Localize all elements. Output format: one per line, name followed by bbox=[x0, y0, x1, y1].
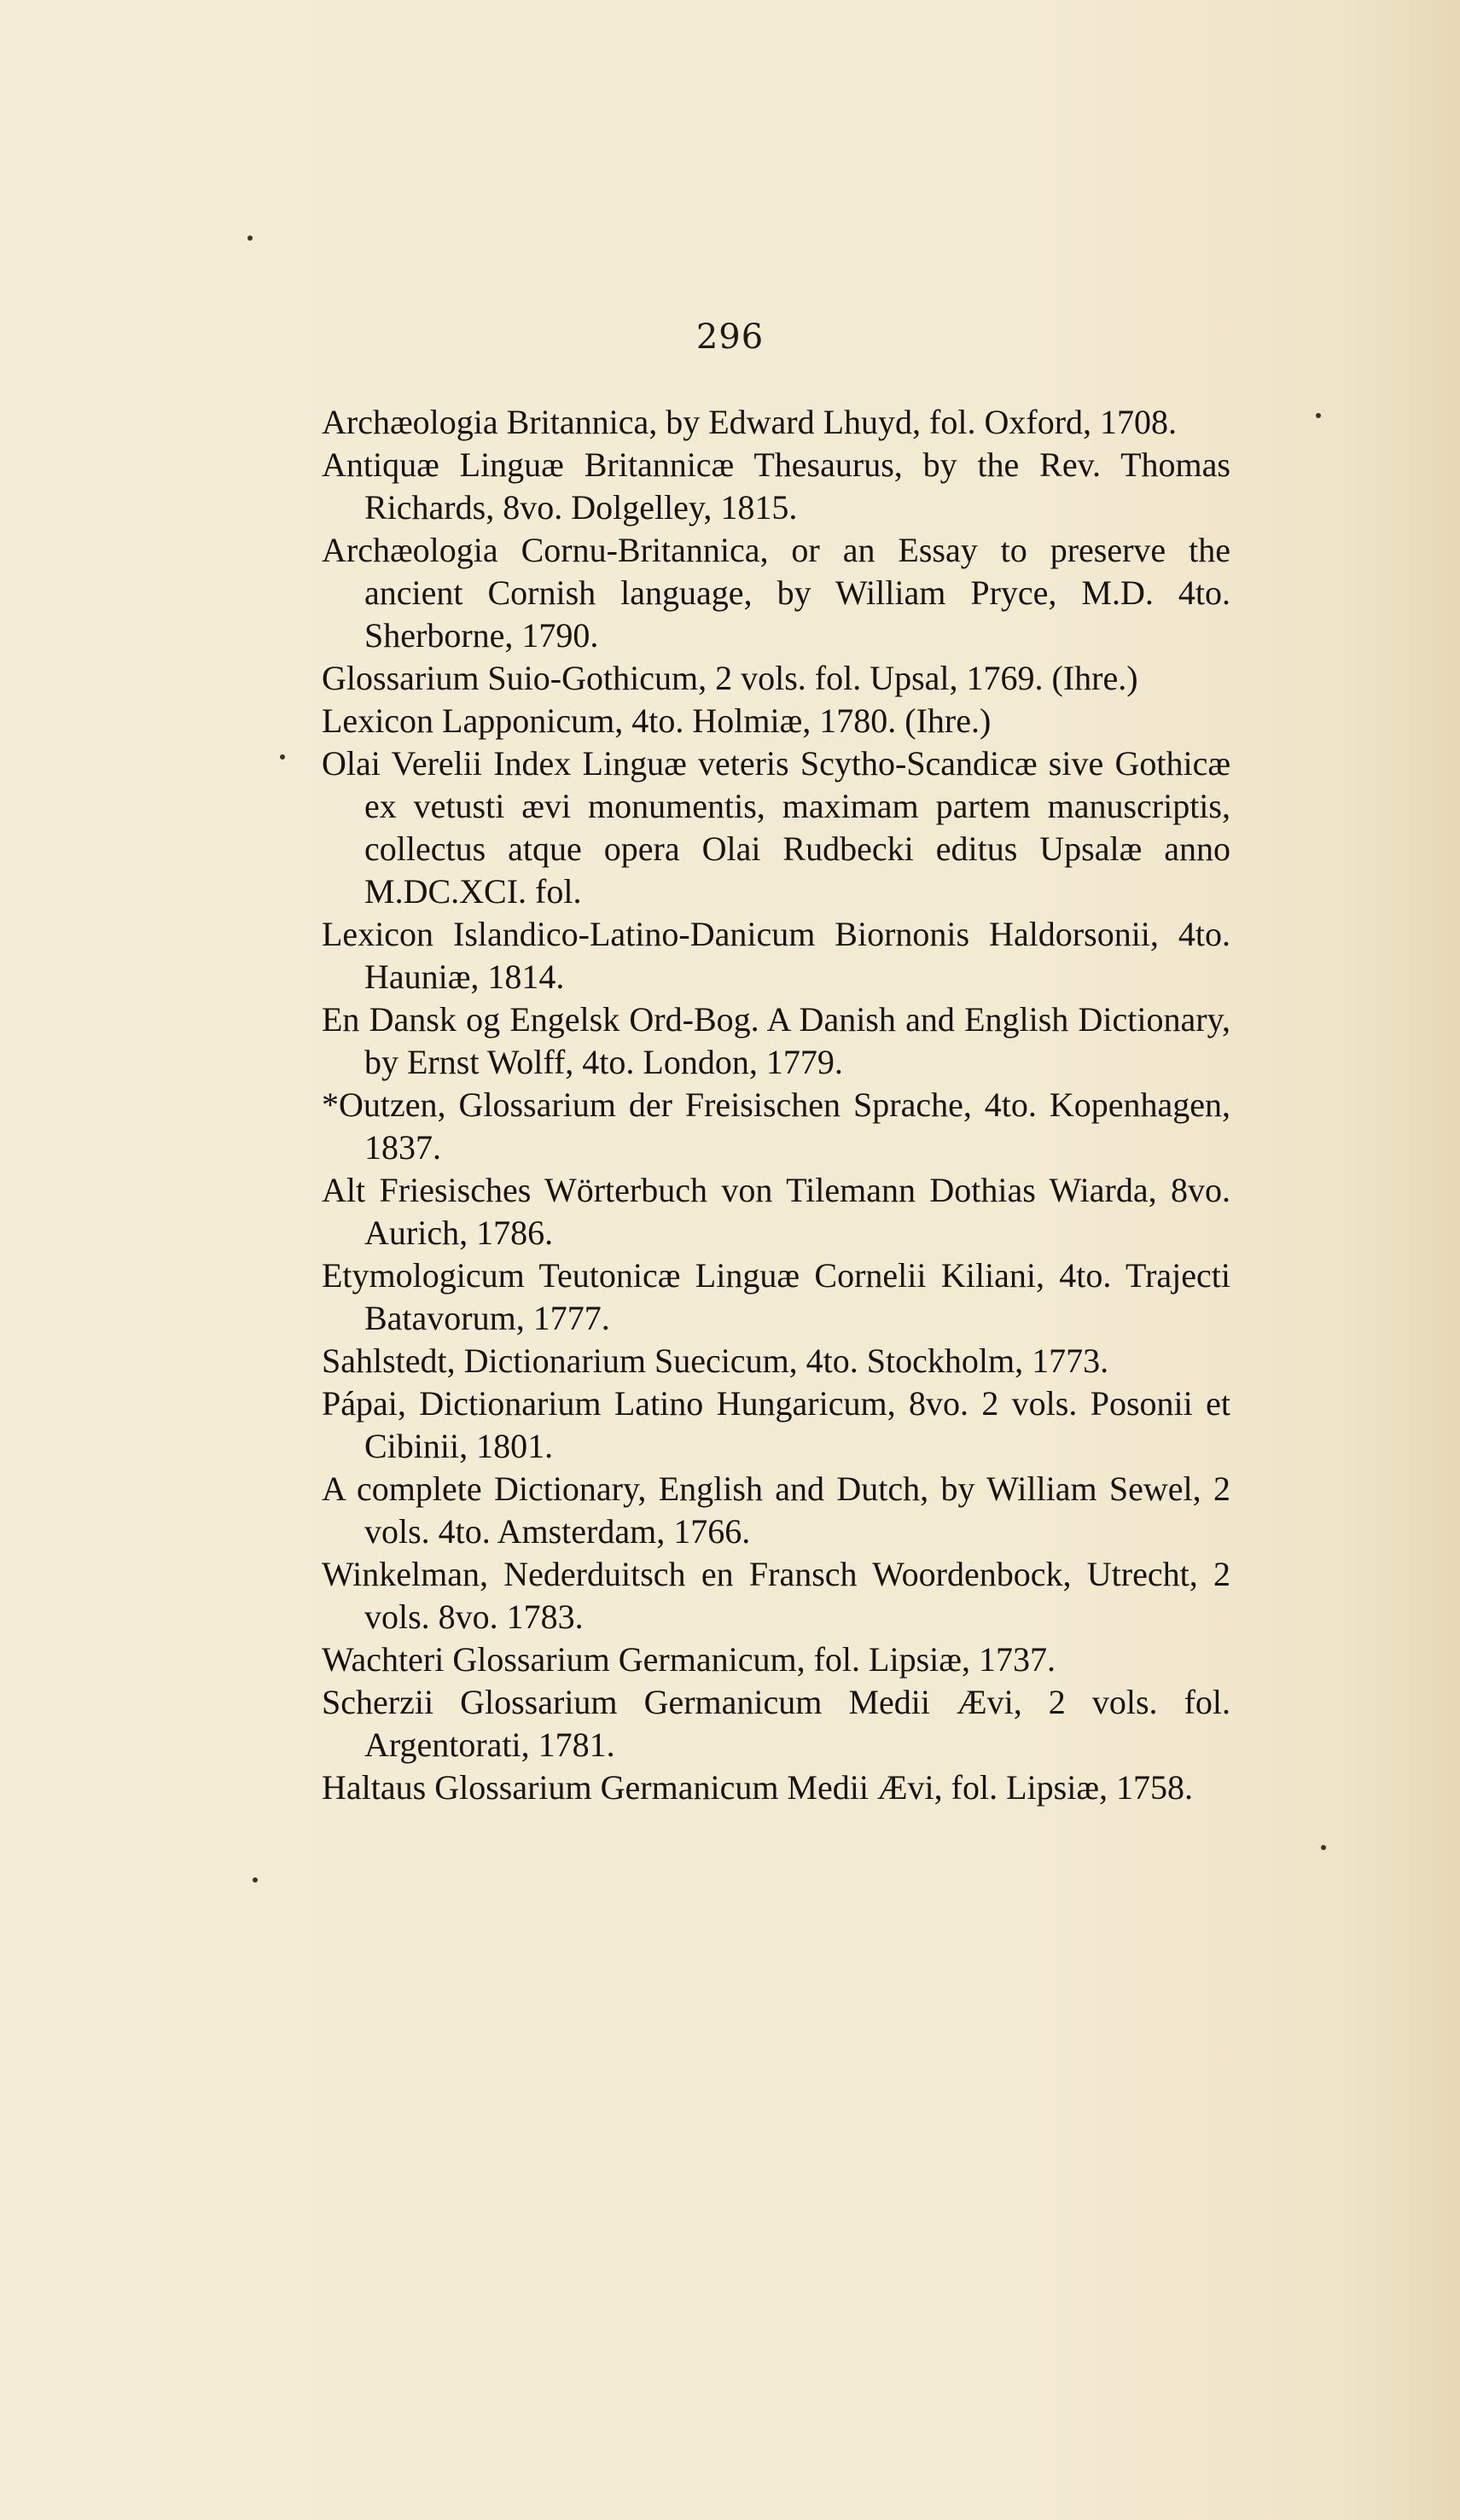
bibliography-entry: Lexicon Islandico-Latino-Danicum Biornonis Haldorsonii, 4to. Hauniæ, 1814. bbox=[322, 915, 1230, 996]
bibliography-entry: Archæologia Britannica, by Edward Lhuyd, fol. Oxford, 1708. bbox=[322, 403, 1178, 441]
bibliography-entry: Wachteri Glossarium Germanicum, fol. Lipsiæ, 1737. bbox=[322, 1640, 1056, 1679]
paper-speck bbox=[280, 754, 285, 759]
page-number: 296 bbox=[695, 317, 765, 357]
bibliography-entry: Alt Friesisches Wörterbuch von Tilemann Dothias Wiarda, 8vo. Aurich, 1786. bbox=[322, 1171, 1230, 1252]
paper-speck bbox=[1321, 1845, 1326, 1850]
bibliography-entry: Etymologicum Teutonicæ Linguæ Cornelii Kiliani, 4to. Trajecti Batavorum, 1777. bbox=[322, 1256, 1230, 1337]
bibliography-entry: Pápai, Dictionarium Latino Hungaricum, 8vo. 2 vols. Posonii et Cibinii, 1801. bbox=[322, 1384, 1230, 1465]
bibliography-entry: Olai Verelii Index Linguæ veteris Scytho-Scandicæ sive Gothicæ ex vetusti ævi monumentis, maximam partem manuscriptis, collectus atque opera Olai Rudbecki editus Upsalæ anno M.DC.XCI. fol. bbox=[322, 744, 1230, 911]
paper-speck bbox=[1316, 413, 1321, 418]
bibliography-entry: En Dansk og Engelsk Ord-Bog. A Danish and English Dictionary, by Ernst Wolff, 4to. London, 1779. bbox=[322, 1000, 1230, 1081]
bibliography-list bbox=[322, 401, 1230, 1809]
paper-speck bbox=[253, 1877, 258, 1883]
bibliography-entry: Winkelman, Nederduitsch en Fransch Woordenbock, Utrecht, 2 vols. 8vo. 1783. bbox=[322, 1555, 1230, 1636]
bibliography-entry: *Outzen, Glossarium der Freisischen Sprache, 4to. Kopenhagen, 1837. bbox=[322, 1085, 1230, 1167]
bibliography-entry: Sahlstedt, Dictionarium Suecicum, 4to. Stockholm, 1773. bbox=[322, 1341, 1109, 1380]
paper-speck bbox=[247, 236, 253, 241]
bibliography-entry: Antiquæ Linguæ Britannicæ Thesaurus, by the Rev. Thomas Richards, 8vo. Dolgelley, 1815. bbox=[322, 445, 1230, 527]
bibliography-entry: Haltaus Glossarium Germanicum Medii Ævi, fol. Lipsiæ, 1758. bbox=[322, 1768, 1193, 1807]
bibliography-entry: Scherzii Glossarium Germanicum Medii Ævi, 2 vols. fol. Argentorati, 1781. bbox=[322, 1683, 1230, 1764]
bibliography-entry: A complete Dictionary, English and Dutch, by William Sewel, 2 vols. 4to. Amsterdam, 1766. bbox=[322, 1470, 1230, 1551]
bibliography-entry: Archæologia Cornu-Britannica, or an Essay to preserve the ancient Cornish language, by William Pryce, M.D. 4to. Sherborne, 1790. bbox=[322, 531, 1230, 655]
bibliography-entry: Lexicon Lapponicum, 4to. Holmiæ, 1780. (Ihre.) bbox=[322, 701, 992, 740]
bibliography-entry: Glossarium Suio-Gothicum, 2 vols. fol. Upsal, 1769. (Ihre.) bbox=[322, 659, 1138, 697]
